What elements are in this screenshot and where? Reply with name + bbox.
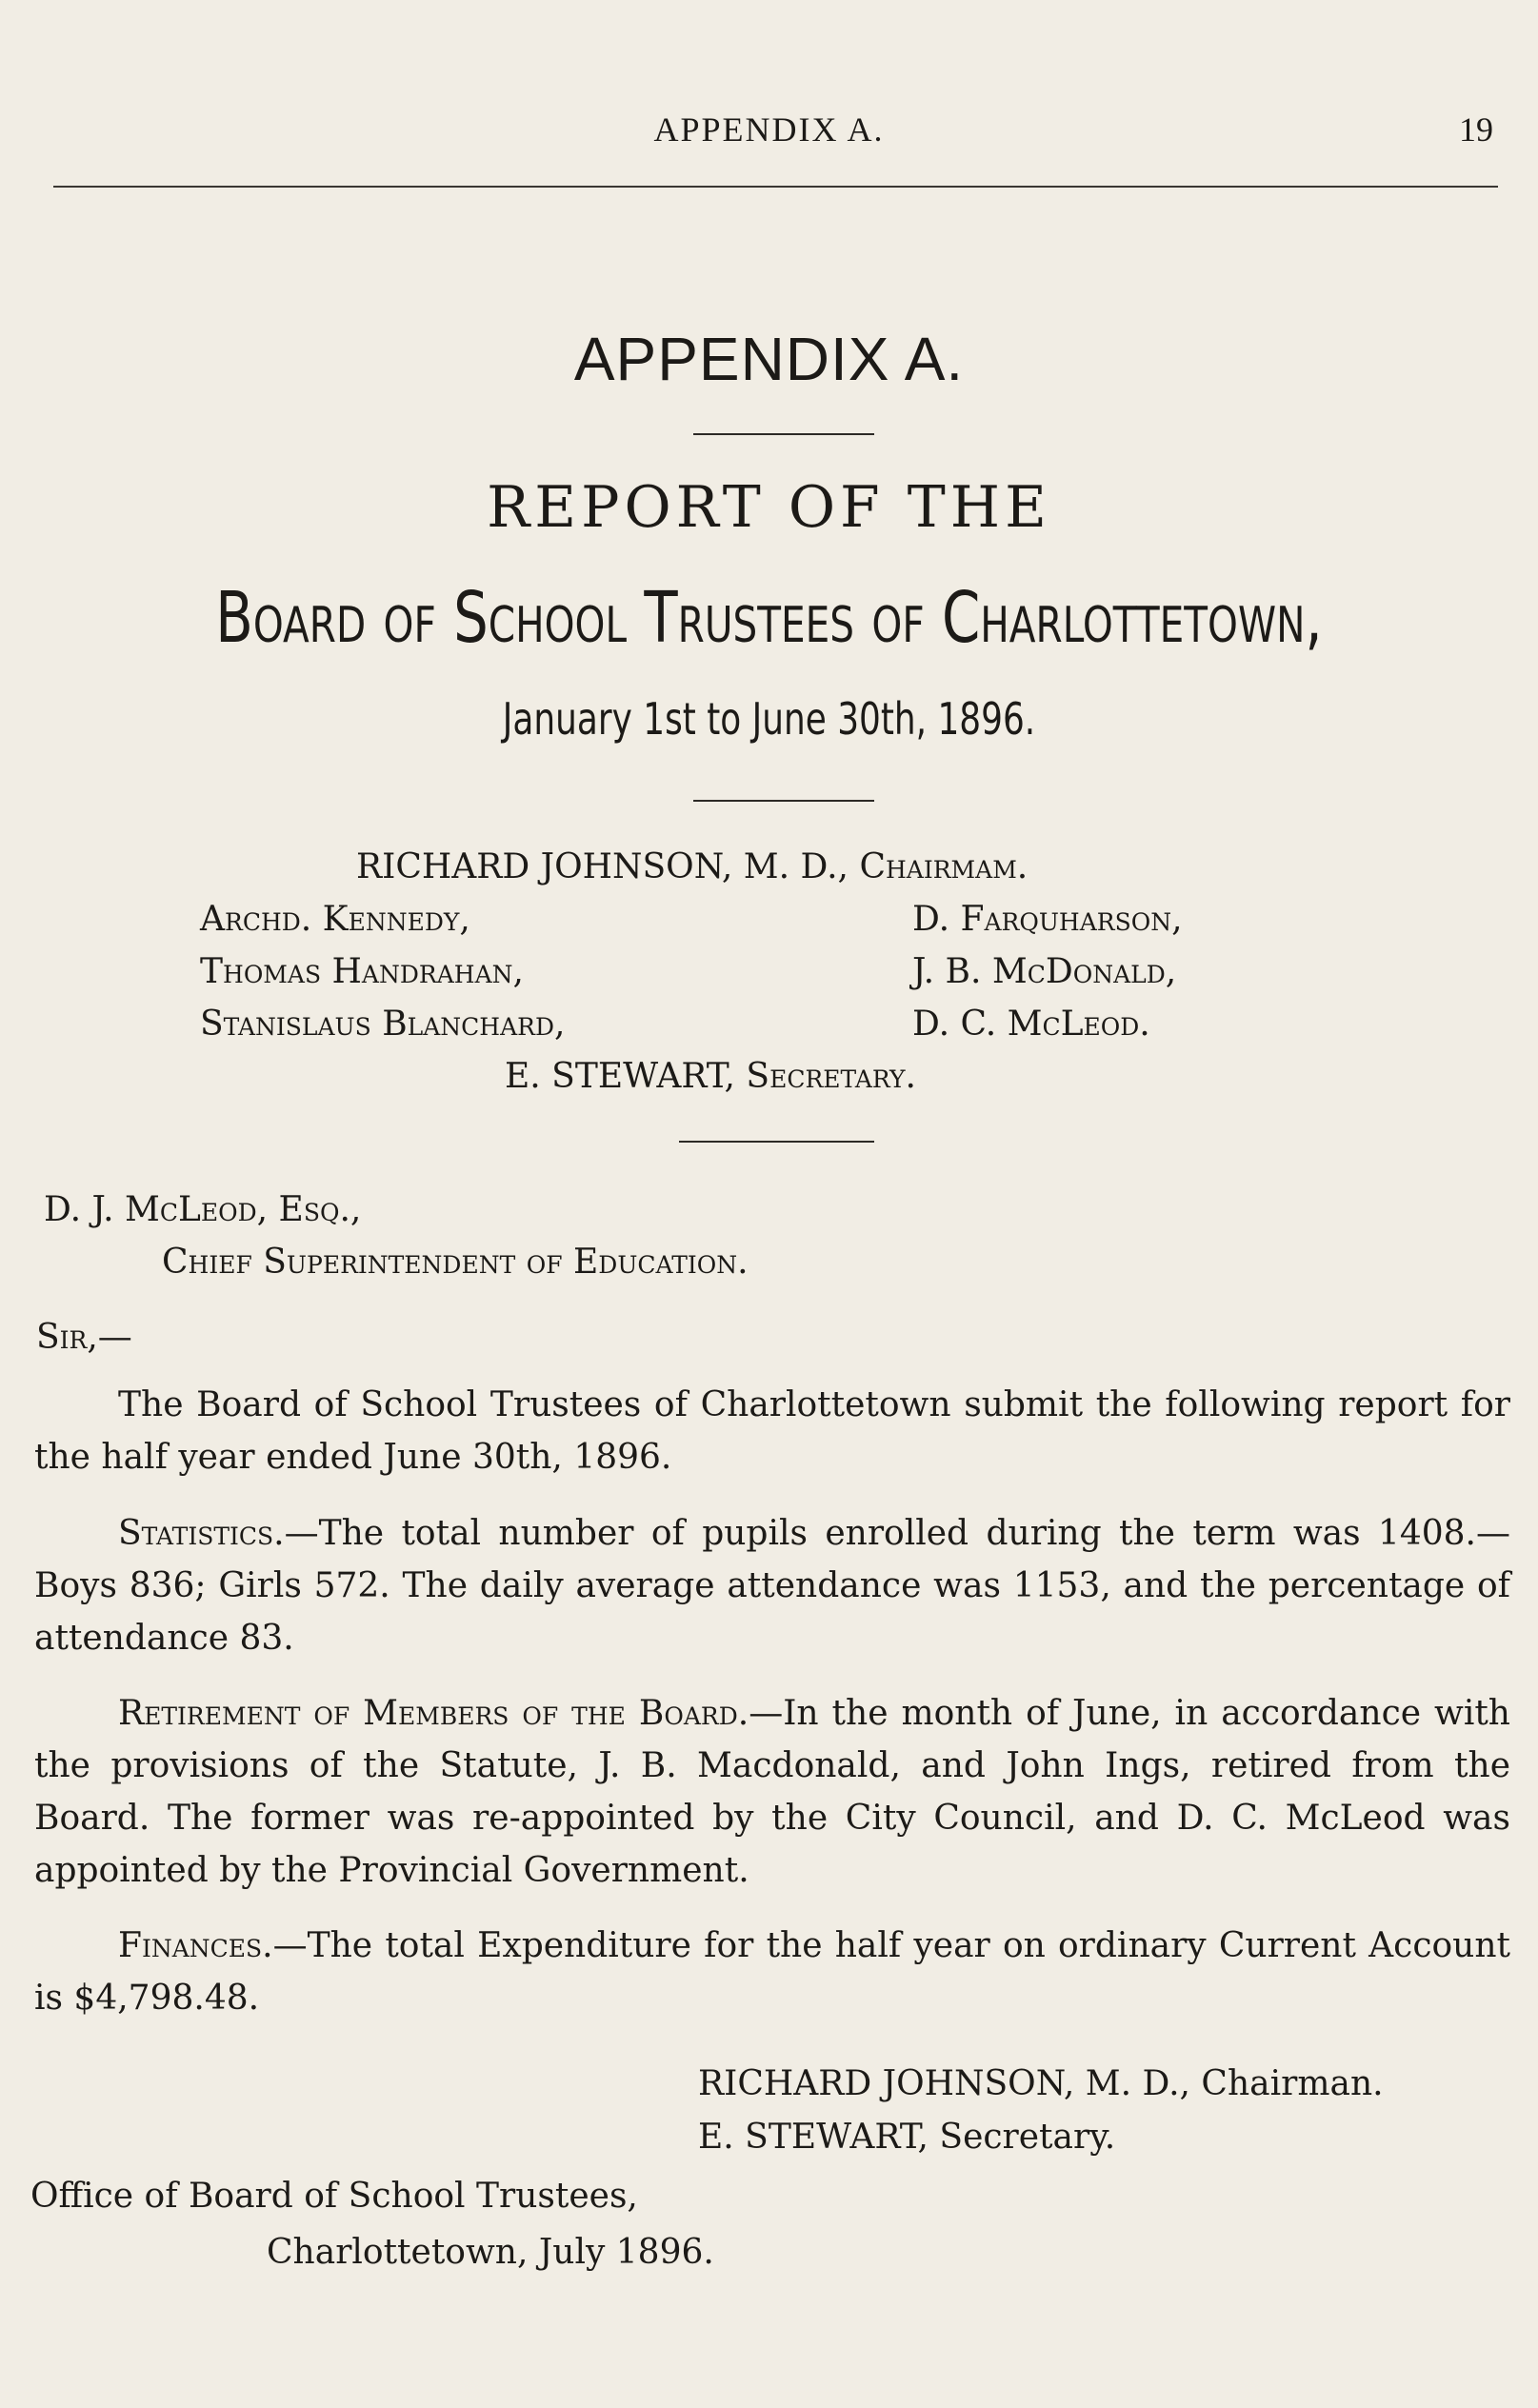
header-rule <box>53 186 1498 188</box>
signature-secretary: E. STEWART, Secretary. <box>698 2118 1116 2157</box>
statistics-paragraph <box>34 1507 1510 1664</box>
running-head: APPENDIX A. <box>653 110 885 149</box>
retirement-text: —In the month of June, in accordance with the provisions of the Statute, J. B. Macdonald, and John Ings, retired from the Board. The former was re-appointed by the City Council, and D. C. McLeod was appointed by the Provincial Government. <box>34 1694 1510 1890</box>
retirement-paragraph <box>34 1687 1510 1897</box>
report-dates: January 1st to June 30th, 1896. <box>502 693 1036 745</box>
signature-chairman: RICHARD JOHNSON, M. D., Chairman. <box>698 2064 1384 2103</box>
finances-paragraph <box>34 1920 1510 2024</box>
statistics-text: —The total number of pupils enrolled during the term was 1408.—Boys 836; Girls 572. The daily average attendance was 1153, and the percentage of attendance 83. <box>34 1514 1510 1658</box>
finances-heading: Finances. <box>118 1926 273 1965</box>
salutation: Sir,— <box>36 1318 132 1357</box>
retirement-heading: Retirement of Members of the Board. <box>118 1694 749 1733</box>
secretary-line <box>505 1057 916 1096</box>
officer-left-1: Archd. Kennedy, <box>200 900 470 939</box>
board-title: Board of School Trustees of Charlottetown, <box>215 577 1323 659</box>
intro-paragraph: The Board of School Trustees of Charlottetown submit the following report for the half year ended June 30th, 1896. <box>34 1385 1510 1477</box>
officer-right-2: J. B. McDonald, <box>912 952 1177 991</box>
report-heading: REPORT OF THE <box>487 474 1051 541</box>
secretary-title: Secretary. <box>746 1057 916 1096</box>
officer-left-2: Thomas Handrahan, <box>200 952 524 991</box>
chairman-title: Chairmam. <box>859 847 1029 886</box>
title-divider <box>693 433 874 435</box>
place-date-line: Charlottetown, July 1896. <box>267 2233 714 2272</box>
secretary-name: E. STEWART, <box>505 1057 735 1096</box>
chairman-line <box>356 847 1028 886</box>
officer-right-3: D. C. McLeod. <box>912 1005 1150 1044</box>
officers-divider <box>679 1141 874 1143</box>
officer-right-1: D. Farquharson, <box>912 900 1183 939</box>
addressee-name: D. J. McLeod, Esq., <box>44 1190 362 1229</box>
chairman-name: RICHARD JOHNSON, M. D., <box>356 847 849 886</box>
office-line: Office of Board of School Trustees, <box>30 2177 638 2216</box>
page-number: 19 <box>1459 110 1493 149</box>
dates-divider <box>693 800 874 802</box>
appendix-title: APPENDIX A. <box>573 325 965 393</box>
addressee-title: Chief Superintendent of Education. <box>162 1243 749 1282</box>
statistics-heading: Statistics. <box>118 1514 285 1553</box>
officer-left-3: Stanislaus Blanchard, <box>200 1005 566 1044</box>
finances-text: —The total Expenditure for the half year on ordinary Current Account is $4,798.48. <box>34 1926 1510 2018</box>
